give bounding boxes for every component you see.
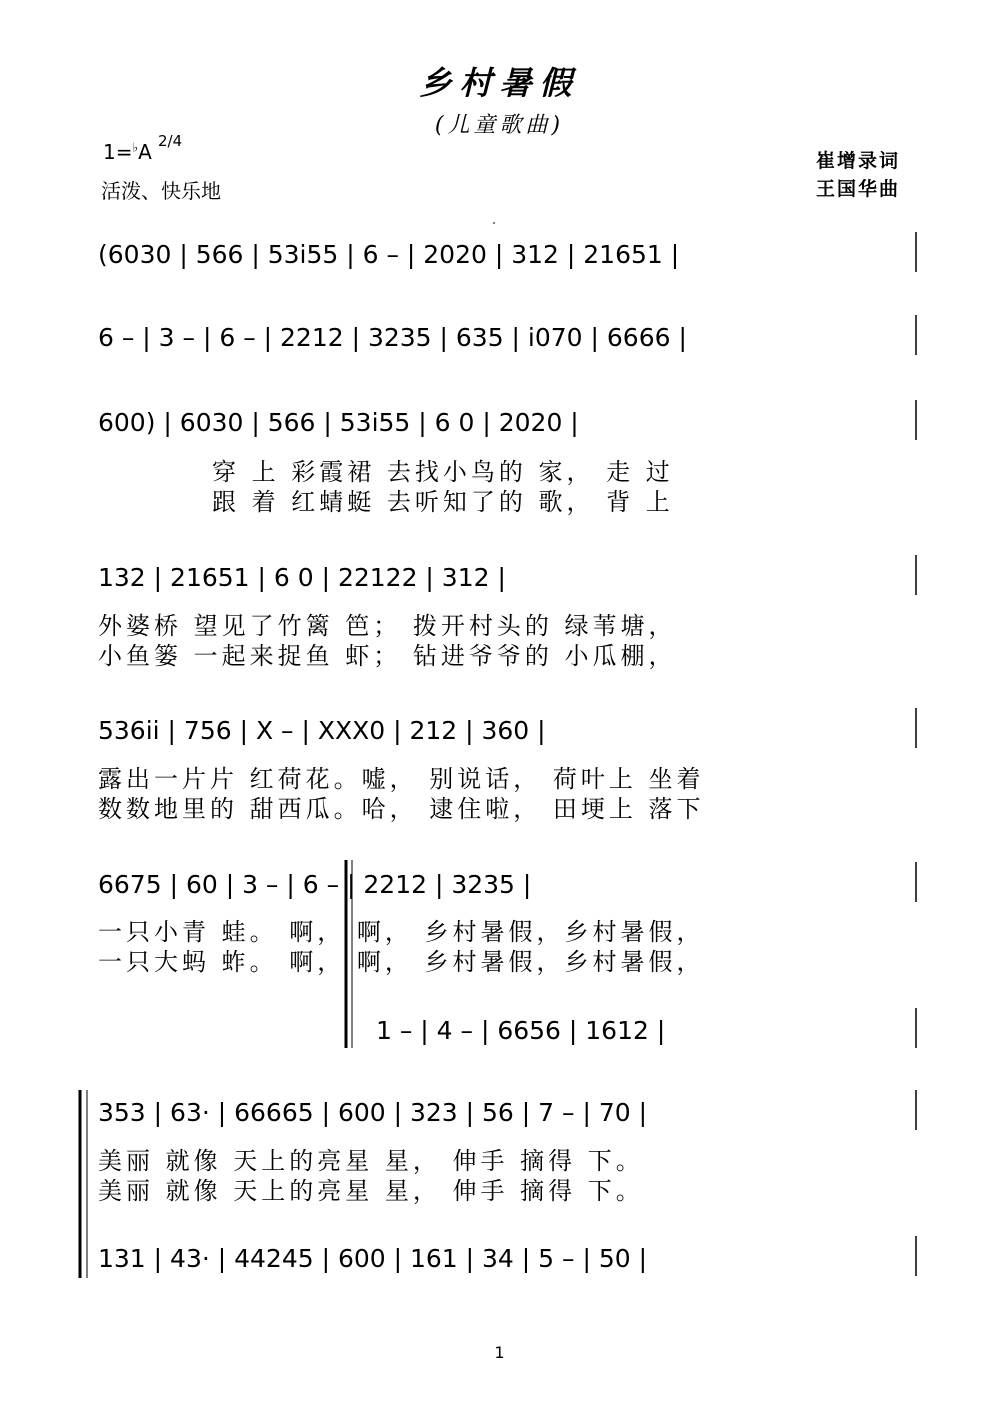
system-6-lyric-verse-1: 一只小青 蛙。 啊， 啊， 乡村暑假，乡村暑假， xyxy=(98,918,705,946)
system-2-notes: 6 – | 3 – | 6 – | 2212 | 3235 | 635 | i070 | 6666 | xyxy=(98,323,687,352)
flat-sign: ♭ xyxy=(132,140,139,155)
system-5-lyric-verse-2: 数数地里的 甜西瓜。哈， 逮住啦， 田埂上 落下 xyxy=(98,795,705,823)
system-5-notes: 536ii | 756 | X – | XXX0 | 212 | 360 | xyxy=(98,716,546,745)
system-4-lyric-verse-1: 外婆桥 望见了竹篱 笆； 拨开村头的 绿苇塘， xyxy=(98,612,677,640)
system-7-notes: 353 | 63· | 66665 | 600 | 323 | 56 | 7 – | 70 | xyxy=(98,1098,647,1127)
key-prefix: 1= xyxy=(103,140,133,164)
song-subtitle: (儿童歌曲) xyxy=(434,113,565,138)
time-signature: 2/4 xyxy=(158,132,183,150)
system-3-notes: 600) | 6030 | 566 | 53i55 | 6 0 | 2020 | xyxy=(98,408,579,437)
key-note: A xyxy=(138,140,152,164)
tempo-marking: 活泼、快乐地 xyxy=(101,179,221,203)
system-6-lower-voice-notes: 1 – | 4 – | 6656 | 1612 | xyxy=(376,1016,666,1045)
system-4-notes: 132 | 21651 | 6 0 | 22122 | 312 | xyxy=(98,563,506,592)
song-title: 乡村暑假 xyxy=(419,64,580,102)
lyricist-credit: 崔增录词 xyxy=(816,150,901,172)
system-4-lyric-verse-2: 小鱼篓 一起来捉鱼 虾； 钻进爷爷的 小瓜棚， xyxy=(98,642,677,670)
page-number: 1 xyxy=(494,1343,505,1362)
system-3-lyric-verse-2: 跟 着 红蜻蜓 去听知了的 歌， 背 上 xyxy=(212,488,674,516)
system-5-lyric-verse-1: 露出一片片 红荷花。嘘， 别说话， 荷叶上 坐着 xyxy=(98,765,705,793)
composer-credit: 王国华曲 xyxy=(816,178,901,200)
system-7-lyric-verse-2: 美丽 就像 天上的亮星 星， 伸手 摘得 下。 xyxy=(98,1177,644,1205)
system-7-lower-voice-notes: 131 | 43· | 44245 | 600 | 161 | 34 | 5 – | 50 | xyxy=(98,1244,647,1273)
system-7-lyric-verse-1: 美丽 就像 天上的亮星 星， 伸手 摘得 下。 xyxy=(98,1147,644,1175)
system-1-notes: (6030 | 566 | 53i55 | 6 – | 2020 | 312 | 21651 | xyxy=(98,240,680,269)
system-6-lyric-verse-2: 一只大蚂 蚱。 啊， 啊， 乡村暑假，乡村暑假， xyxy=(98,948,705,976)
system-3-lyric-verse-1: 穿 上 彩霞裙 去找小鸟的 家， 走 过 xyxy=(212,458,674,486)
system-6-notes: 6675 | 60 | 3 – | 6 – | 2212 | 3235 | xyxy=(98,870,532,899)
